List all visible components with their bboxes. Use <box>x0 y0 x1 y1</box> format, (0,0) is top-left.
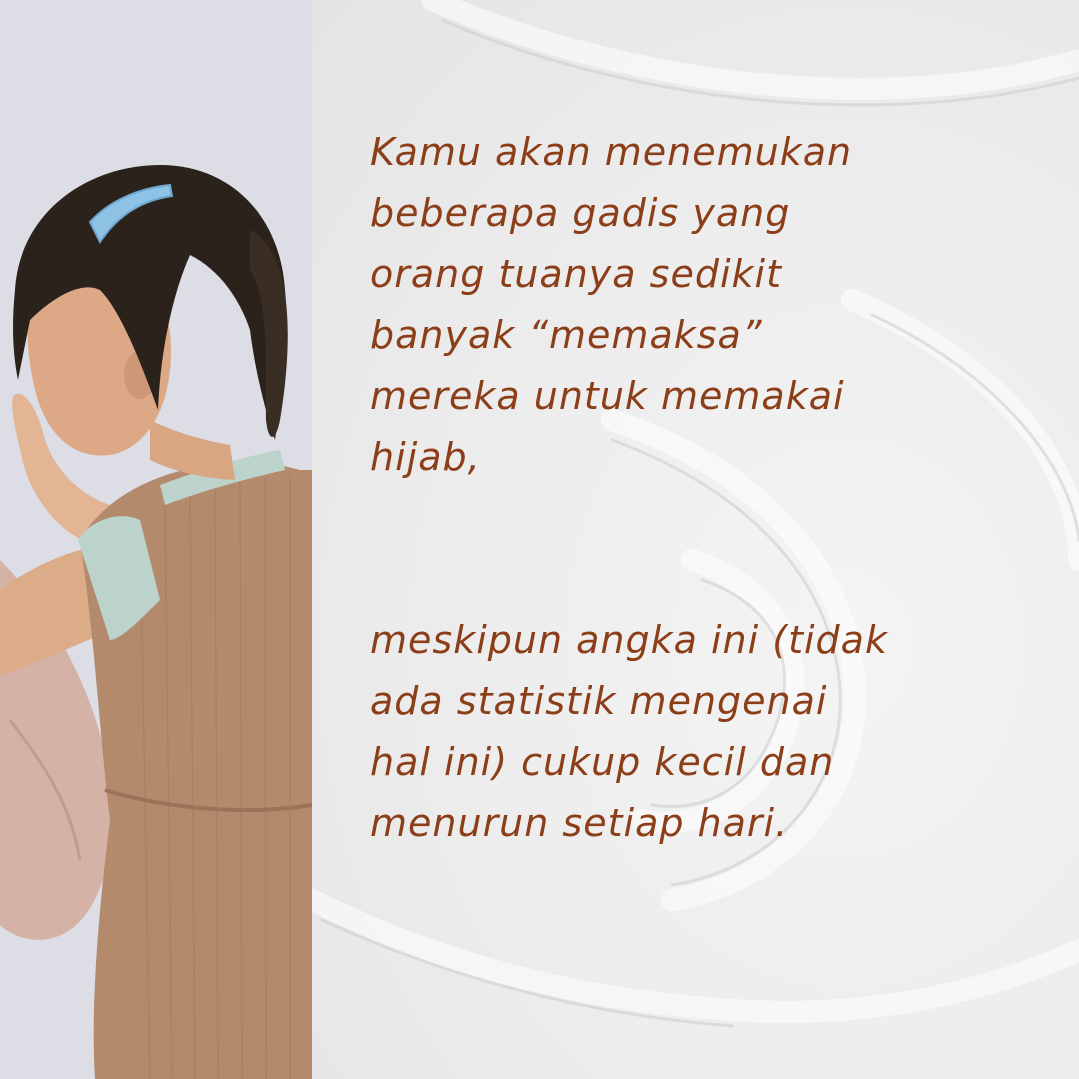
quote-line: banyak “memaksa” <box>370 313 763 357</box>
quote-line: Kamu akan menemukan <box>370 130 853 174</box>
quote-line: mereka untuk memakai <box>370 374 845 418</box>
quote-line: hal ini) cukup kecil dan <box>370 740 835 784</box>
quote-line: orang tuanya sedikit <box>370 252 782 296</box>
quote-text <box>370 122 1030 854</box>
quote-line: menurun setiap hari. <box>370 801 789 845</box>
quote-line: meskipun angka ini (tidak <box>370 618 888 662</box>
quote-line: ada statistik mengenai <box>370 679 828 723</box>
quote-line: hijab, <box>370 435 481 479</box>
paragraph-gap <box>370 488 1030 610</box>
quote-panel <box>312 0 1079 1079</box>
child-photo-icon <box>0 0 312 1079</box>
quote-line: beberapa gadis yang <box>370 191 791 235</box>
child-photo <box>0 0 312 1079</box>
